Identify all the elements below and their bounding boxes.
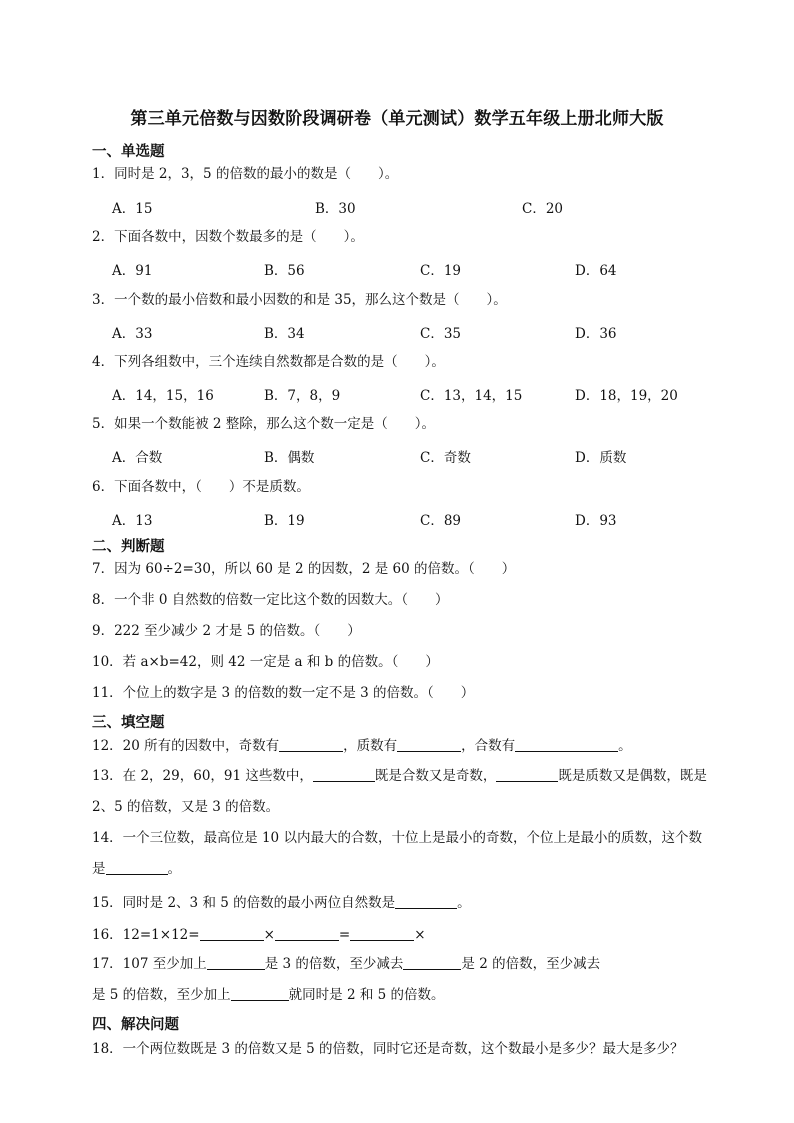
option-d: D．18，19，20 [575, 388, 678, 404]
question-14 [92, 823, 710, 885]
question-13-text-a: 13．在 2，29，60，91 这些数中， [92, 768, 313, 784]
question-9: 9．222 至少减少 2 才是 5 的倍数。（ ） [92, 623, 361, 639]
question-16-text-c: = [338, 927, 351, 943]
question-11: 11．个位上的数字是 3 的倍数的数一定不是 3 的倍数。（ ） [92, 685, 475, 701]
option-d: D．质数 [575, 450, 627, 466]
answer-blank[interactable] [395, 894, 457, 909]
section-heading-single-choice: 一、单选题 [92, 143, 165, 160]
question-14-text-a: 14．一个三位数，最高位是 10 以内最大的合数，十位上是最小的奇数，个位上是最小的质数，这个数是 [92, 830, 702, 877]
question-7: 7．因为 60÷2=30，所以 60 是 2 的因数，2 是 60 的倍数。（ ） [92, 561, 516, 577]
question-12-text-b: ，质数有 [343, 738, 398, 754]
question-17 [92, 954, 600, 974]
question-15 [92, 893, 471, 913]
question-12-text-c: ，合数有 [461, 738, 516, 754]
section-heading-true-false: 二、判断题 [92, 538, 165, 555]
question-16-text-a: 16．12=1×12= [92, 927, 200, 943]
answer-blank[interactable] [350, 926, 414, 941]
question-16 [92, 925, 426, 945]
option-b: B．34 [264, 326, 305, 342]
option-d: D．64 [575, 263, 617, 279]
option-c: C．19 [420, 263, 462, 279]
options-4 [112, 384, 678, 404]
question-14-text-b: 。 [167, 861, 181, 877]
question-10: 10．若 a×b=42，则 42 一定是 a 和 b 的倍数。（ ） [92, 654, 439, 670]
answer-blank[interactable] [397, 737, 461, 752]
question-17-text-c: 是 2 的倍数，至少减去 [461, 956, 601, 972]
question-13-text-d: 既是 2、5 的倍数，又是 3 的倍数。 [92, 768, 707, 815]
question-1: 1．同时是 2，3，5 的倍数的最小的数是（ ）。 [92, 166, 399, 182]
section-heading-problem-solving: 四、解决问题 [92, 1016, 179, 1033]
question-3: 3．一个数的最小倍数和最小因数的和是 35，那么这个数是（ ）。 [92, 292, 507, 308]
question-15-text-b: 。 [457, 895, 471, 911]
answer-blank[interactable] [231, 986, 289, 1001]
answer-blank[interactable] [279, 737, 343, 752]
options-1 [112, 197, 672, 217]
option-b: B．7，8，9 [264, 388, 341, 404]
answer-blank[interactable] [403, 955, 461, 970]
question-2: 2．下面各数中，因数个数最多的是（ ）。 [92, 229, 364, 245]
question-17-text-a: 17．107 至少加上 [92, 956, 207, 972]
question-16-text-d: × [414, 927, 426, 943]
page-title: 第三单元倍数与因数阶段调研卷（单元测试）数学五年级上册北师大版 [130, 109, 664, 129]
question-12 [92, 736, 632, 756]
answer-blank[interactable] [313, 767, 375, 782]
option-a: A．合数 [112, 450, 163, 466]
option-b: B．偶数 [264, 450, 315, 466]
question-15-text-a: 15．同时是 2、3 和 5 的倍数的最小两位自然数是 [92, 895, 396, 911]
option-b: B．56 [264, 263, 305, 279]
question-5: 5．如果一个数能被 2 整除，那么这个数一定是（ ）。 [92, 416, 436, 432]
options-5 [112, 446, 672, 466]
question-12-text-d: 。 [618, 738, 632, 754]
option-d: D．93 [575, 513, 617, 529]
question-17-continued [92, 985, 445, 1005]
answer-blank[interactable] [207, 955, 265, 970]
option-a: A．33 [112, 326, 153, 342]
question-13-text-c: 既是质数又是偶数， [558, 768, 680, 784]
question-17-text-d: 是 5 的倍数，至少加上 [92, 987, 231, 1003]
question-13 [92, 761, 710, 823]
option-b: B．30 [315, 201, 356, 217]
answer-blank[interactable] [200, 926, 264, 941]
question-17-text-b: 是 3 的倍数，至少减去 [264, 956, 404, 972]
option-c: C．35 [420, 326, 462, 342]
question-8: 8．一个非 0 自然数的倍数一定比这个数的因数大。（ ） [92, 592, 449, 608]
answer-blank[interactable] [275, 926, 339, 941]
options-3 [112, 322, 672, 342]
question-16-text-b: × [263, 927, 275, 943]
answer-blank[interactable] [515, 737, 618, 752]
option-c: C．20 [522, 201, 564, 217]
question-6: 6．下面各数中，（ ）不是质数。 [92, 479, 310, 495]
option-b: B．19 [264, 513, 305, 529]
section-heading-fill-blank: 三、填空题 [92, 714, 165, 731]
option-c: C．13，14，15 [420, 388, 523, 404]
question-13-text-b: 既是合数又是奇数， [374, 768, 497, 784]
option-a: A．91 [112, 263, 153, 279]
question-4: 4．下列各组数中，三个连续自然数都是合数的是（ ）。 [92, 354, 445, 370]
answer-blank[interactable] [496, 767, 558, 782]
option-a: A．13 [112, 513, 153, 529]
question-12-text-a: 12．20 所有的因数中，奇数有 [92, 738, 280, 754]
options-6 [112, 509, 672, 529]
options-2 [112, 259, 672, 279]
option-a: A．15 [112, 201, 153, 217]
option-a: A．14，15，16 [112, 388, 214, 404]
option-d: D．36 [575, 326, 617, 342]
question-18: 18．一个两位数既是 3 的倍数又是 5 的倍数，同时它还是奇数，这个数最小是多少？最大是多少？ [92, 1041, 684, 1057]
option-c: C．奇数 [420, 450, 471, 466]
answer-blank[interactable] [106, 860, 168, 875]
option-c: C．89 [420, 513, 462, 529]
question-17-text-e: 就同时是 2 和 5 的倍数。 [288, 987, 445, 1003]
